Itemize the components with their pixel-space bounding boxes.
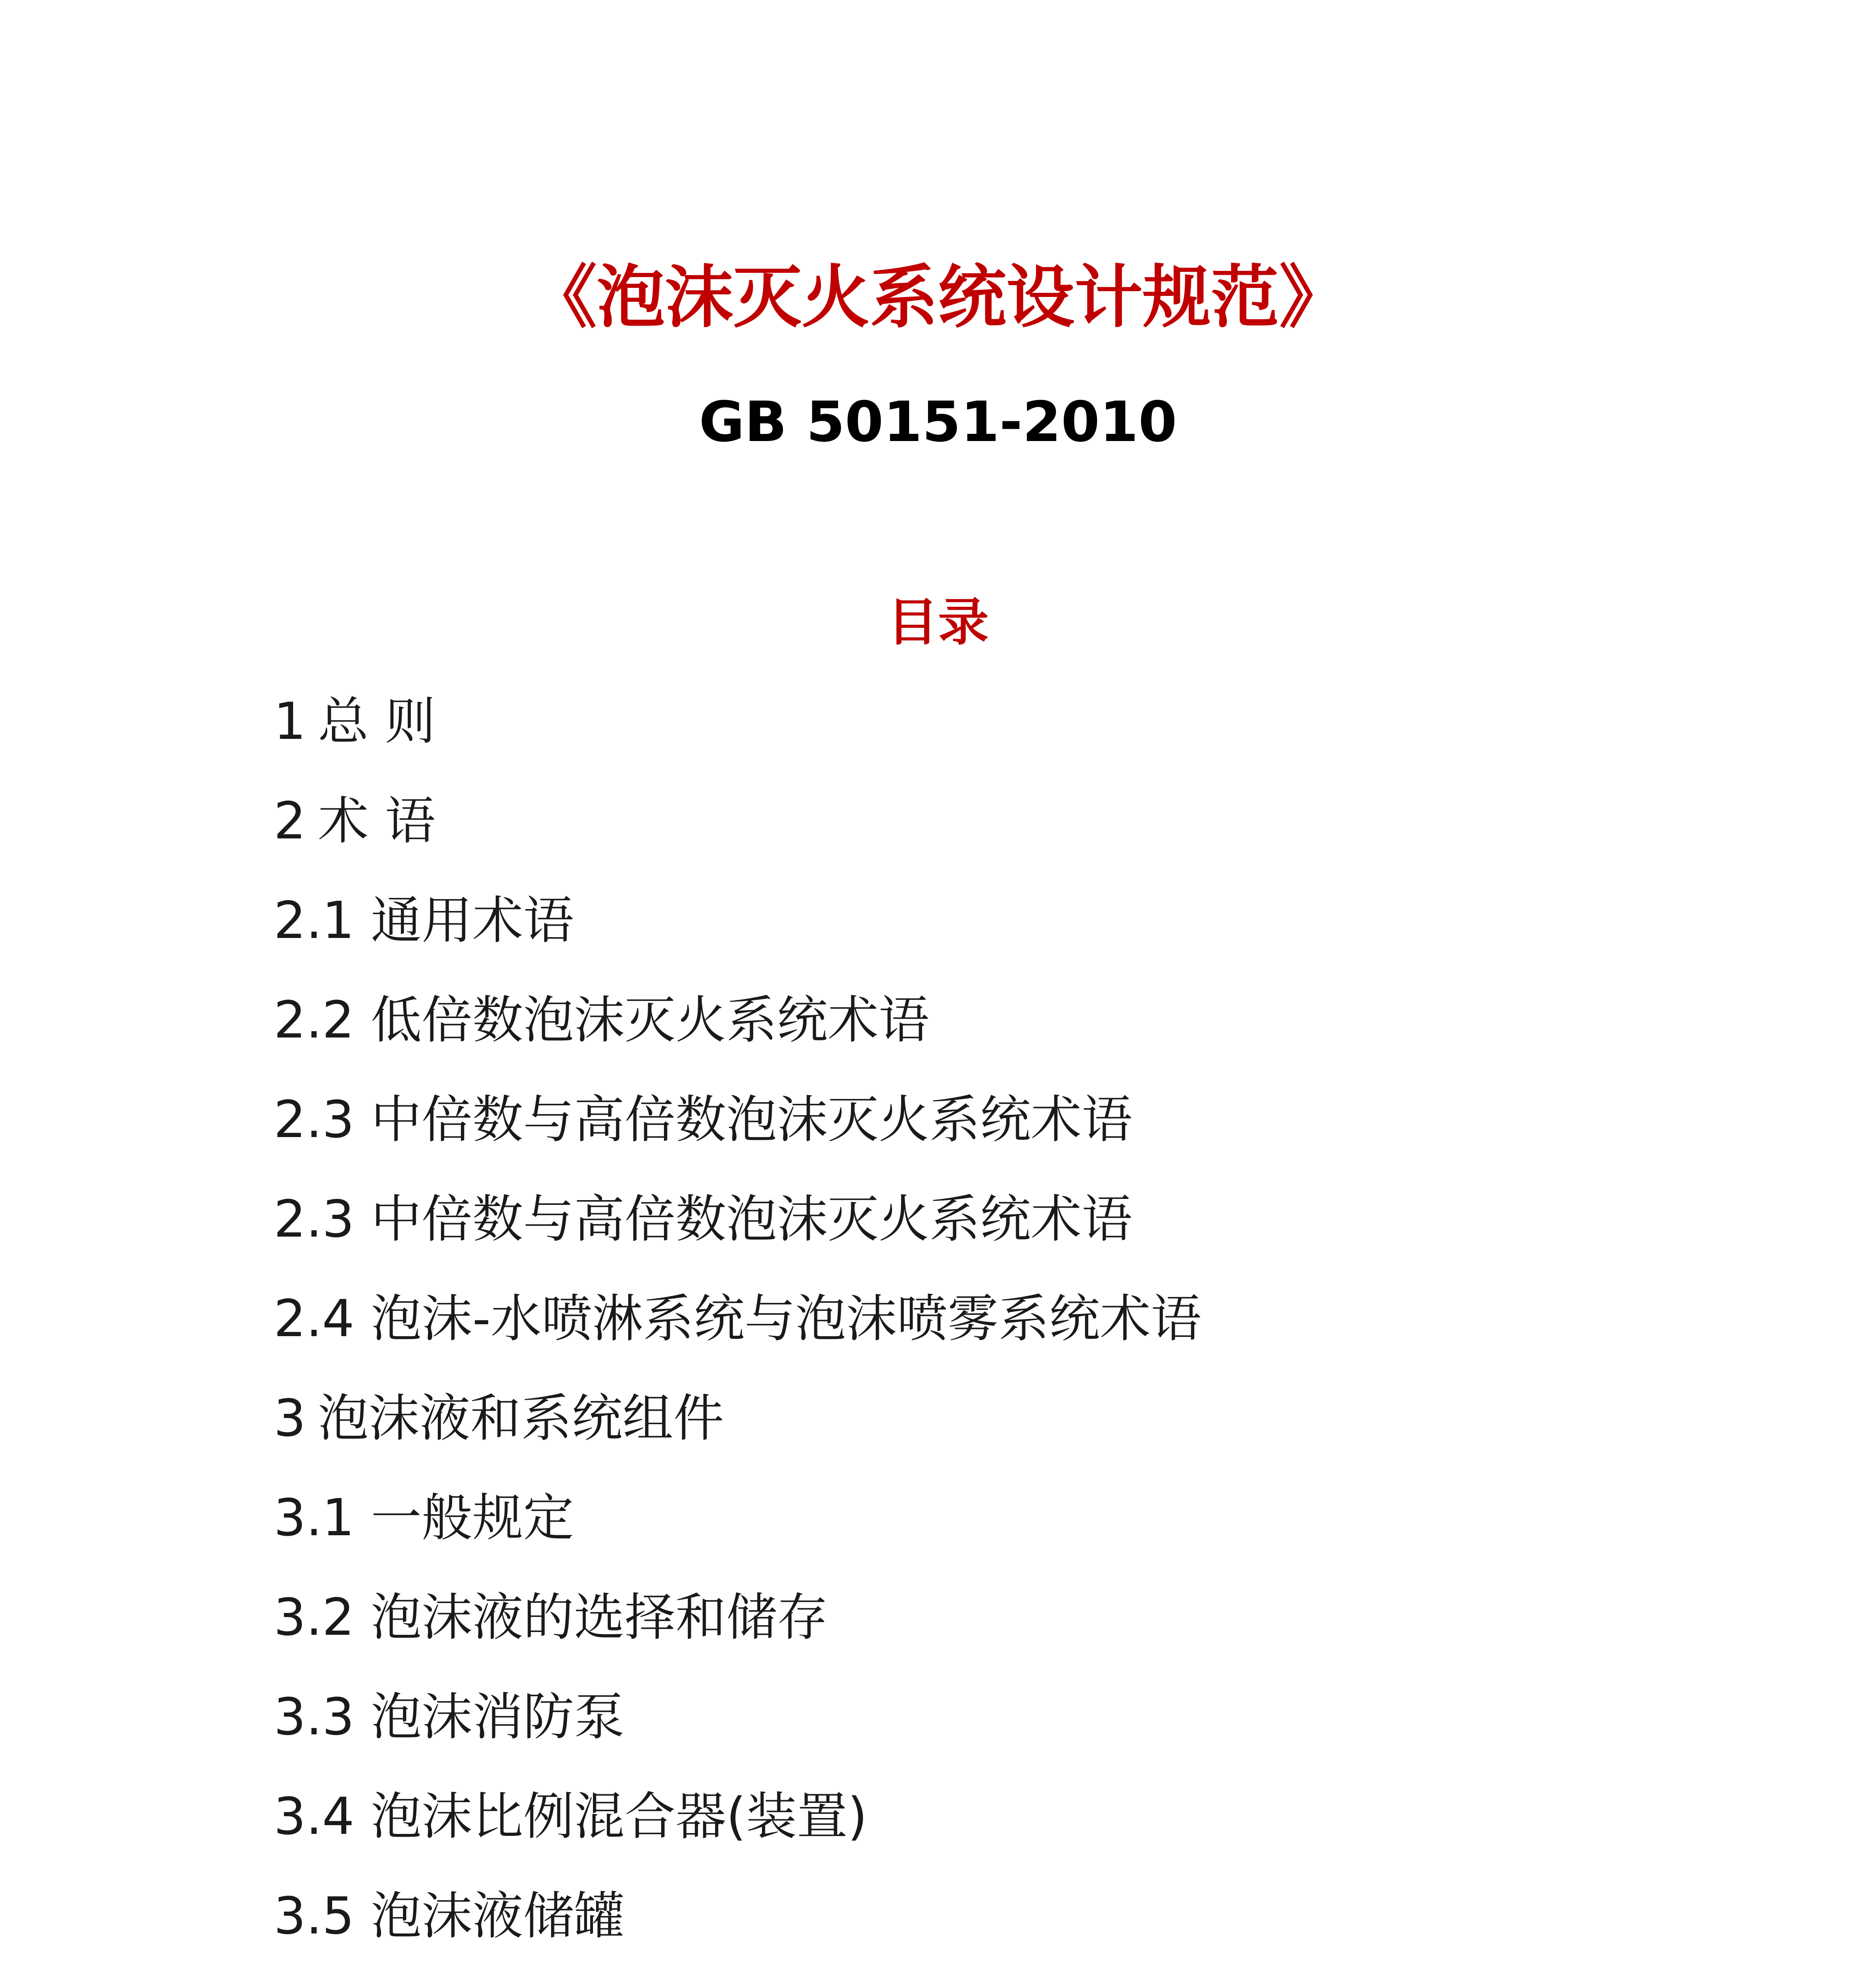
toc-item-2-3-duplicate[interactable] bbox=[274, 1184, 1820, 1283]
toc-item-3-1[interactable] bbox=[274, 1482, 1820, 1582]
toc-label: 泡沫液储罐 bbox=[371, 1887, 625, 1946]
toc-number: 3.3 bbox=[274, 1688, 355, 1747]
toc-label: 泡沫比例混合器(装置) bbox=[371, 1787, 867, 1846]
toc-number: 2.4 bbox=[274, 1289, 355, 1348]
toc-label: 一般规定 bbox=[371, 1488, 574, 1548]
toc-item-2-2[interactable] bbox=[274, 985, 1820, 1084]
standard-code: GB 50151-2010 bbox=[699, 390, 1177, 455]
toc-label: 泡沫液的选择和储存 bbox=[371, 1588, 828, 1647]
toc-label: 泡沫-水喷淋系统与泡沫喷雾系统术语 bbox=[371, 1289, 1202, 1348]
toc-label: 低倍数泡沫灭火系统术语 bbox=[371, 991, 930, 1050]
document-title: 《泡沫灭火系统设计规范》 bbox=[529, 257, 1347, 337]
toc-item-3[interactable] bbox=[274, 1383, 1820, 1482]
toc-label: 中倍数与高倍数泡沫灭火系统术语 bbox=[371, 1090, 1133, 1149]
toc-number: 3.4 bbox=[274, 1787, 355, 1846]
toc-label: 术 语 bbox=[318, 792, 436, 851]
toc-label: 中倍数与高倍数泡沫灭火系统术语 bbox=[371, 1190, 1133, 1249]
toc-item-3-3[interactable] bbox=[274, 1682, 1820, 1781]
toc-number: 2.3 bbox=[274, 1190, 355, 1249]
toc-number: 3.2 bbox=[274, 1588, 355, 1647]
toc-number: 2.2 bbox=[274, 991, 355, 1050]
toc-item-3-4[interactable] bbox=[274, 1781, 1820, 1881]
toc-number: 3 bbox=[274, 1389, 306, 1448]
toc-label: 泡沫液和系统组件 bbox=[318, 1389, 724, 1448]
toc-item-2[interactable] bbox=[274, 786, 1820, 885]
toc-number: 1 bbox=[274, 692, 306, 751]
toc-label: 通用术语 bbox=[371, 891, 574, 950]
toc-number: 2.1 bbox=[274, 891, 355, 950]
toc-item-3-5[interactable] bbox=[274, 1881, 1820, 1980]
toc-item-3-6[interactable] bbox=[274, 1980, 1820, 1983]
toc-label: 泡沫消防泵 bbox=[371, 1688, 625, 1747]
toc-item-2-1[interactable] bbox=[274, 885, 1820, 985]
toc-number bbox=[274, 1980, 371, 1983]
toc-item-3-2[interactable] bbox=[274, 1582, 1820, 1682]
toc-heading: 目录 bbox=[887, 593, 989, 652]
toc-item-1[interactable] bbox=[274, 686, 1820, 786]
toc-number: 2.3 bbox=[274, 1090, 355, 1149]
toc-item-2-3[interactable] bbox=[274, 1084, 1820, 1184]
table-of-contents bbox=[274, 686, 1820, 1983]
toc-item-2-4[interactable] bbox=[274, 1283, 1820, 1383]
toc-number: 2 bbox=[274, 792, 306, 851]
toc-number: 3.5 bbox=[274, 1887, 355, 1946]
toc-label: 总 则 bbox=[318, 692, 436, 751]
toc-number: 3.1 bbox=[274, 1488, 355, 1548]
